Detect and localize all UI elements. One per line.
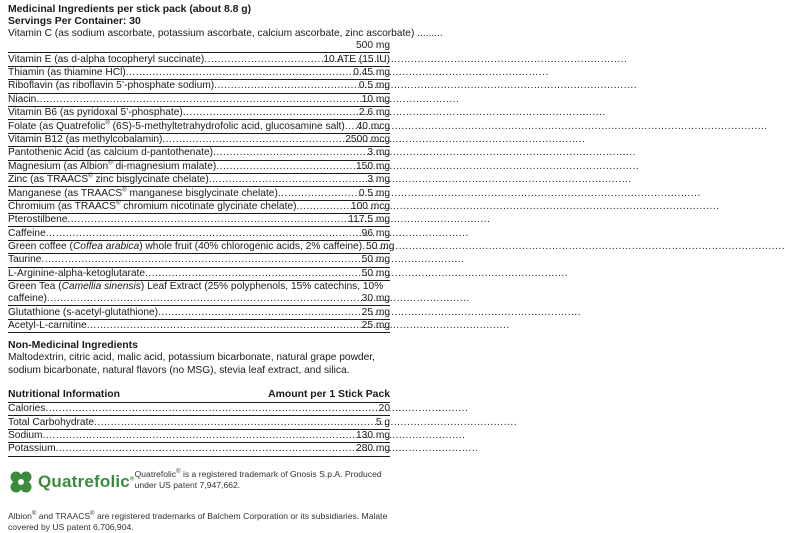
nutrition-list [8, 403, 390, 457]
ingredient-amount: 50 mg [361, 267, 390, 279]
ingredient-name: Chromium (as TRAACS® chromium nicotinate glycinate chelate) [8, 200, 297, 212]
ingredient-amount: 0.5 mg [358, 187, 390, 199]
ingredient-amount: 40 mcg [356, 120, 390, 132]
ingredient-amount: 25 mg [361, 306, 390, 318]
ingredient-row [8, 227, 390, 240]
ingredient-row [8, 187, 390, 200]
ingredient-name-cont: caffeine) [8, 293, 47, 305]
non-medicinal-text: Maltodextrin, citric acid, malic acid, potassium bicarbonate, natural grape powder, sodium bicarbonate, natural flavors (no MSG), stevia leaf extract, and silica. [8, 352, 375, 376]
albion-traacs-trademark-note: Albion® and TRAACS® are registered trademarks of Balchem Corporation or its subsidiaries. Malate covered by US patent 6,706,904. [8, 510, 388, 532]
ingredient-name: Caffeine [8, 227, 46, 239]
quatrefolic-logo [8, 469, 135, 495]
ingredient-name: L-Arginine-alpha-ketoglutarate [8, 267, 146, 279]
nutrient-amount: 5 g [375, 416, 390, 428]
quatrefolic-brand-block [8, 469, 390, 495]
ingredient-row [8, 281, 390, 306]
nutrient-name: Potassium [8, 443, 56, 455]
four-leaf-clover-icon [8, 469, 34, 495]
ingredient-name: Pterostilbene [8, 214, 68, 226]
ingredient-row [8, 53, 390, 66]
nutrient-name: Sodium [8, 430, 43, 442]
ingredient-name: Taurine [8, 254, 42, 266]
medicinal-ingredients-list [8, 28, 443, 333]
ingredient-amount: 3 mg [367, 147, 390, 159]
ingredient-amount: 50 mg [361, 254, 390, 266]
non-medicinal-title: Non-Medicinal Ingredients [8, 340, 138, 352]
ingredient-row [8, 80, 390, 93]
ingredient-amount: 3 mg [367, 174, 390, 186]
ingredient-name: Thiamin (as thiamine HCl) [8, 66, 126, 78]
ingredient-amount: 10 mg [361, 93, 390, 105]
nutrition-row [8, 403, 390, 416]
quatrefolic-wordmark: Quatrefolic® [38, 471, 135, 491]
nutrition-header [8, 389, 390, 403]
ingredient-name: Green Tea (Camellia sinensis) Leaf Extract (25% polyphenols, 15% catechins, 10% [8, 281, 384, 293]
ingredient-name: Vitamin E (as d-alpha tocopheryl succinate) [8, 53, 205, 65]
ingredient-row [8, 174, 390, 187]
ingredient-row [8, 94, 390, 107]
ingredient-name: Glutathione (s-acetyl-glutathione) [8, 306, 159, 318]
ingredient-name: Niacin [8, 93, 37, 105]
ingredient-amount: 30 mg [361, 293, 390, 305]
nutrient-amount: 130 mg [356, 430, 390, 442]
nutrition-row [8, 416, 390, 429]
nutrition-title: Nutritional Information [8, 389, 120, 401]
servings-per-container: Servings Per Container: 30 [8, 16, 141, 27]
ingredient-name: Green coffee (Coffea arabica) whole fruit (40% chlorogenic acids, 2% caffeine) [8, 241, 363, 253]
ingredient-row [8, 214, 390, 227]
ingredient-row [8, 107, 390, 120]
ingredient-row [8, 120, 390, 133]
ingredient-row [8, 147, 390, 160]
ingredient-name: Folate (as Quatrefolic® (6S)-5-methyltetrahydrofolic acid, glucosamine salt) [8, 120, 345, 132]
ingredient-row [8, 241, 395, 254]
ingredient-name: Vitamin B6 (as pyridoxal 5’-phosphate) [8, 107, 183, 119]
supplement-facts-panel [8, 0, 443, 533]
nutrient-amount: 280 mg [356, 443, 390, 455]
ingredient-amount: 25 mg [361, 320, 390, 332]
ingredient-amount: 50 mg [366, 241, 395, 253]
ingredient-amount: 117.5 mg [348, 214, 390, 226]
ingredient-amount: 500 mg [356, 40, 390, 52]
nutrient-name: Calories [8, 403, 46, 415]
ingredient-row [8, 306, 390, 319]
ingredient-row [8, 268, 390, 281]
medicinal-title: Medicinal Ingredients per stick pack (about 8.8 g) [8, 4, 252, 15]
ingredient-row [8, 320, 390, 333]
nutrient-name: Total Carbohydrate [8, 416, 95, 428]
ingredient-amount: 100 mcg [350, 200, 390, 212]
quatrefolic-trademark-note: Quatrefolic® is a registered trademark of Gnosis S.p.A. Produced under US patent 7,947,662. [134, 468, 382, 490]
ingredient-amount: 10 ATE (15 IU) [323, 53, 390, 65]
ingredient-row [8, 67, 390, 80]
ingredient-name: Riboflavin (as riboflavin 5’-phosphate sodium) [8, 80, 215, 92]
ingredient-amount: 150 mg [356, 160, 390, 172]
nutrition-row [8, 430, 390, 443]
ingredient-row [8, 28, 443, 53]
nutrition-row [8, 443, 390, 456]
nutrition-amount-header: Amount per 1 Stick Pack [268, 389, 390, 401]
ingredient-name: Magnesium (as Albion® di-magnesium malate) [8, 160, 217, 172]
ingredient-row [8, 201, 390, 214]
ingredient-amount: 2500 mcg [345, 133, 390, 145]
ingredient-amount: 0.45 mg [353, 66, 390, 78]
ingredient-row [8, 254, 390, 267]
ingredient-row [8, 134, 390, 147]
ingredient-row [8, 161, 390, 174]
ingredient-name: Manganese (as TRAACS® manganese bisglycinate chelate) [8, 187, 278, 199]
ingredient-amount: 2.6 mg [358, 107, 390, 119]
ingredient-amount: 96 mg [361, 227, 390, 239]
ingredient-name: Pantothenic Acid (as calcium d-pantothenate) [8, 147, 214, 159]
ingredient-name: Vitamin B12 (as methylcobalamin) [8, 133, 163, 145]
ingredient-name: Zinc (as TRAACS® zinc bisglycinate chelate) [8, 173, 209, 186]
ingredient-name: Acetyl-L-carnitine [8, 320, 87, 332]
nutrient-amount: 20 [378, 403, 390, 415]
ingredient-amount: 0.5 mg [358, 80, 390, 92]
ingredient-name: Vitamin C (as sodium ascorbate, potassium ascorbate, calcium ascorbate, zinc ascorbate) ......... [8, 28, 443, 39]
